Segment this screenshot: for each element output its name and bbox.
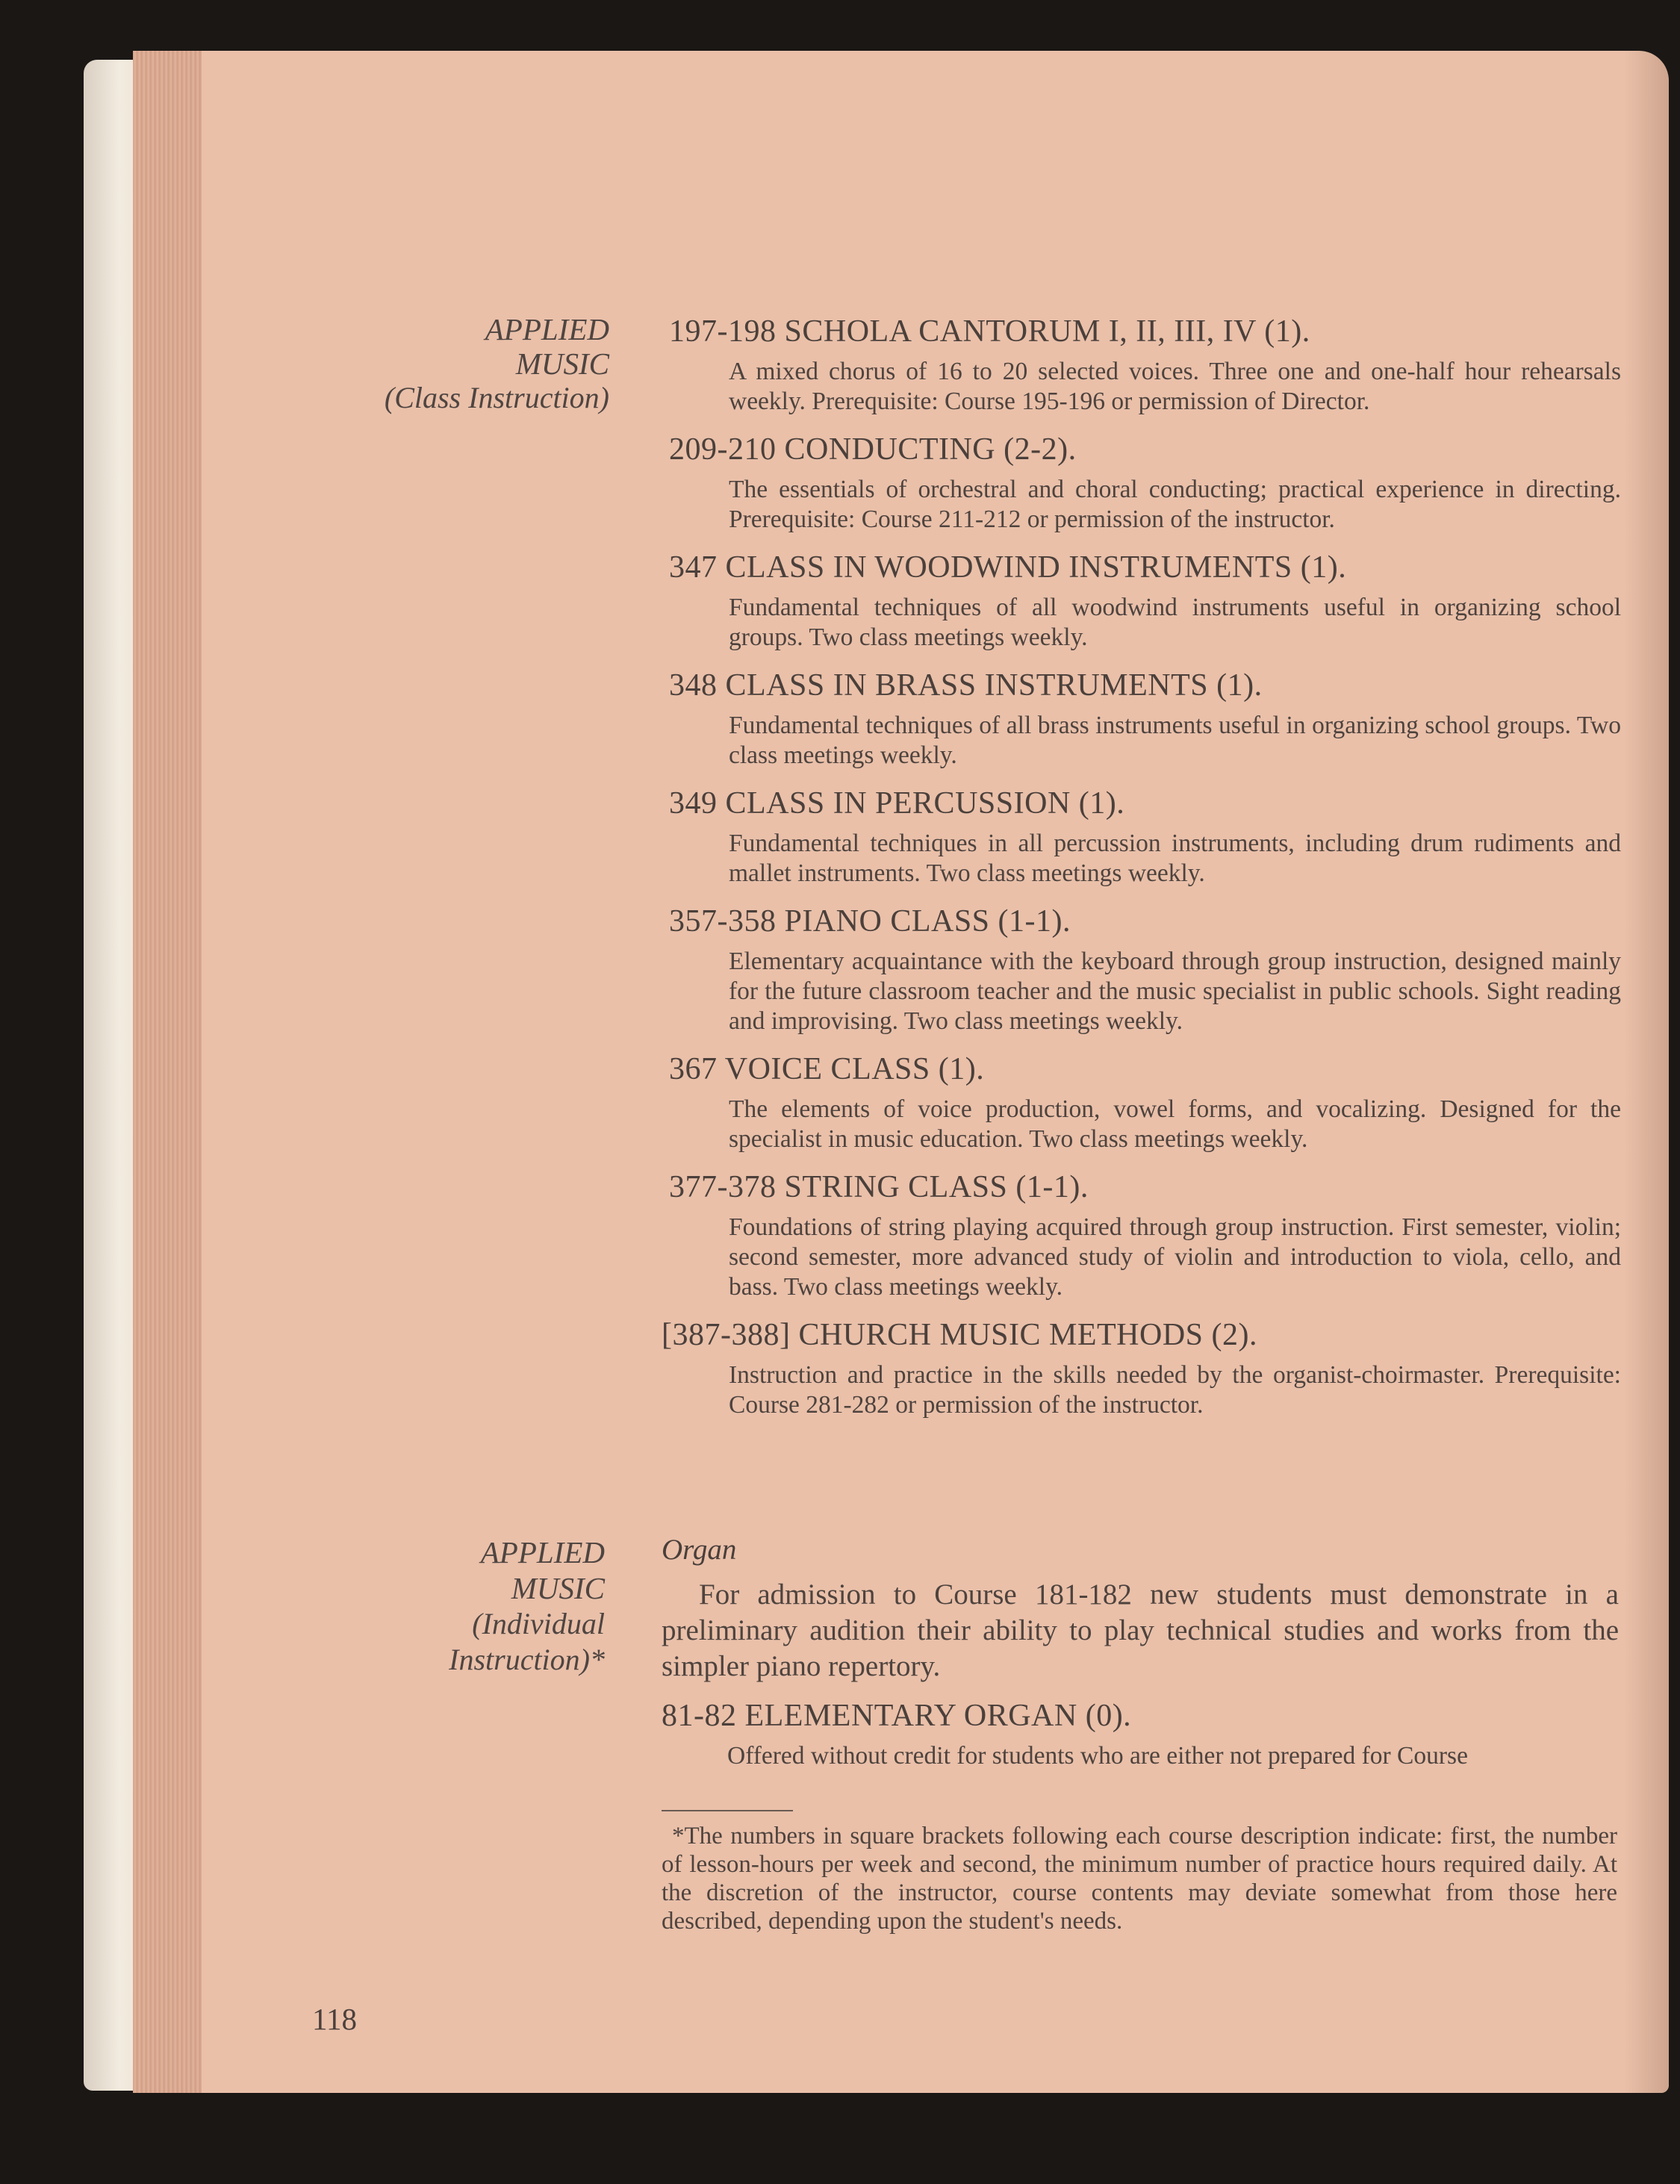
course-title: 377-378 STRING CLASS (1-1). [669, 1170, 1089, 1204]
course-entry [669, 666, 1621, 771]
sidehead-individual-instruction [284, 1534, 605, 1678]
organ-section [662, 1532, 1619, 1771]
course-list-class [662, 312, 1621, 1420]
course-description: Elementary acquaintance with the keyboard through group instruction, designed mainly for the future classroom teacher and the music specialist in public schools. Sight reading and improvising. Two class meetings weekly. [729, 948, 1621, 1035]
sidehead-line: APPLIED [485, 312, 609, 346]
sidehead-line: (Class Instruction) [384, 381, 609, 414]
course-title: 81-82 ELEMENTARY ORGAN (0). [662, 1699, 1132, 1733]
sidehead-line: MUSIC [515, 346, 609, 381]
course-title: [387-388] CHURCH MUSIC METHODS (2). [662, 1318, 1258, 1352]
page-number: 118 [312, 2002, 357, 2036]
organ-intro: For admission to Course 181-182 new students must demonstrate in a preliminary audition their ability to play technical studies and works from the simpler piano repertory. [662, 1578, 1619, 1682]
organ-heading: Organ [662, 1534, 737, 1566]
course-title: 367 VOICE CLASS (1). [669, 1052, 985, 1086]
course-title: 348 CLASS IN BRASS INSTRUMENTS (1). [669, 668, 1263, 703]
course-entry [669, 430, 1621, 535]
sidehead-line: Instruction)* [449, 1643, 605, 1676]
course-entry [669, 1168, 1621, 1302]
course-description: Fundamental techniques in all percussion instruments, including drum rudiments and mallet instruments. Two class meetings weekly. [729, 830, 1621, 887]
course-entry [662, 1316, 1621, 1420]
course-title: 197-198 SCHOLA CANTORUM I, II, III, IV (1). [669, 314, 1310, 349]
sidehead-line: (Individual [472, 1607, 605, 1640]
course-description: A mixed chorus of 16 to 20 selected voices. Three one and one-half hour rehearsals weekly. Prerequisite: Course 195-196 or permission of Director. [729, 358, 1621, 415]
sidehead-line: APPLIED [480, 1535, 605, 1569]
sidehead-class-instruction [284, 312, 609, 415]
footnote-divider [662, 1810, 793, 1811]
course-entry [669, 902, 1621, 1036]
course-description: The elements of voice production, vowel forms, and vocalizing. Designed for the specialist in music education. Two class meetings weekly. [729, 1095, 1621, 1153]
course-description: Offered without credit for students who are either not prepared for Course [727, 1742, 1468, 1770]
course-description: Fundamental techniques of all brass instruments useful in organizing school groups. Two class meetings weekly. [729, 712, 1621, 769]
course-entry [669, 784, 1621, 889]
course-title: 347 CLASS IN WOODWIND INSTRUMENTS (1). [669, 550, 1347, 585]
course-description: Instruction and practice in the skills needed by the organist-choirmaster. Prerequisite: Course 281-282 or permission of the instructor. [729, 1361, 1621, 1419]
course-title: 209-210 CONDUCTING (2-2). [669, 432, 1077, 467]
footnote: *The numbers in square brackets following each course description indicate: first, the number of lesson-hours per week and second, the minimum number of practice hours required daily. At the discretion of the instructor, course contents may deviate somewhat from those here described, depending upon the student's needs. [662, 1823, 1617, 1935]
course-description: Foundations of string playing acquired through group instruction. First semester, violin; second semester, more advanced study of violin and introduction to viola, cello, and bass. Two class meetings weekly. [729, 1213, 1621, 1301]
course-title: 349 CLASS IN PERCUSSION (1). [669, 786, 1125, 821]
course-entry [669, 312, 1621, 417]
sidehead-line: MUSIC [511, 1571, 605, 1605]
course-entry [669, 548, 1621, 653]
course-title: 357-358 PIANO CLASS (1-1). [669, 904, 1071, 939]
course-entry [669, 1050, 1621, 1154]
course-description: Fundamental techniques of all woodwind instruments useful in organizing school groups. Two class meetings weekly. [729, 594, 1621, 651]
course-description: The essentials of orchestral and choral conducting; practical experience in directing. Prerequisite: Course 211-212 or permission of the instructor. [729, 476, 1621, 533]
